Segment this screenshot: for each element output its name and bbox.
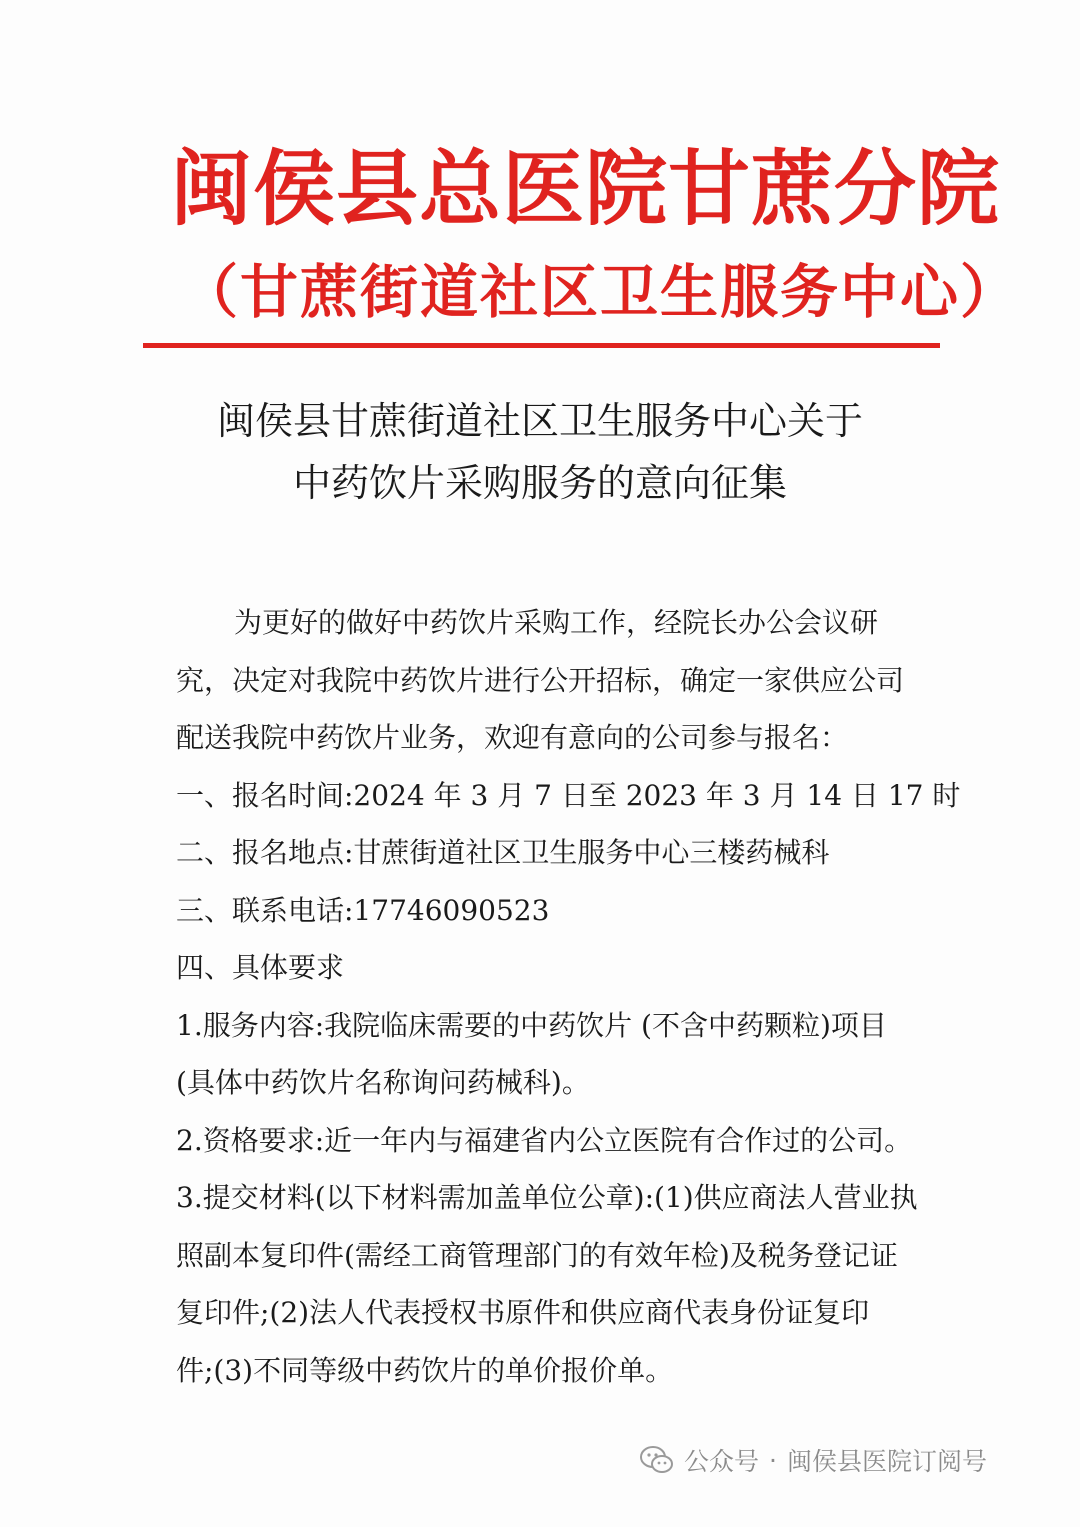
footer-label: 公众号 (684, 1447, 760, 1476)
body-line: 一、报名时间:2024 年 3 月 7 日至 2023 年 3 月 14 日 17 时 (176, 778, 961, 812)
letterhead-hospital-name: 闽侯县总医院甘蔗分院 (170, 142, 1001, 237)
body-line: 照副本复印件(需经工商管理部门的有效年检)及税务登记证 (176, 1238, 898, 1272)
document-title (140, 390, 940, 514)
title-line-1: 闽侯县甘蔗街道社区卫生服务中心关于 (216, 399, 863, 443)
body-line: (具体中药饮片名称询问药械科)。 (176, 1066, 590, 1099)
letterhead-center-name: （甘蔗街道社区卫生服务中心） (180, 258, 1021, 326)
body-line: 件;(3)不同等级中药饮片的单价报价单。 (176, 1353, 674, 1387)
body-line: 2.资格要求:近一年内与福建省内公立医院有合作过的公司。 (176, 1123, 913, 1157)
wechat-watermark (640, 1440, 987, 1480)
body-line: 复印件;(2)法人代表授权书原件和供应商代表身份证复印 (176, 1296, 870, 1329)
body-line: 二、报名地点:甘蔗街道社区卫生服务中心三楼药械科 (176, 836, 830, 869)
letterhead-divider (143, 343, 940, 348)
body-line: 3.提交材料(以下材料需加盖单位公章):(1)供应商法人营业执 (176, 1181, 918, 1214)
footer-separator: · (769, 1445, 777, 1475)
footer-account-name: 闽侯县医院订阅号 (786, 1447, 987, 1476)
body-line: 为更好的做好中药饮片采购工作，经院长办公会议研 (234, 606, 879, 639)
wechat-icon (640, 1445, 674, 1475)
body-line: 究，决定对我院中药饮片进行公开招标，确定一家供应公司 (176, 663, 905, 697)
body-line: 1.服务内容:我院临床需要的中药饮片 (不含中药颗粒)项目 (176, 1008, 887, 1042)
body-line: 三、联系电话:17746090523 (176, 893, 550, 927)
title-line-2: 中药饮片采购服务的意向征集 (292, 461, 787, 505)
body-line: 配送我院中药饮片业务，欢迎有意向的公司参与报名： (176, 721, 849, 754)
document-body (176, 594, 961, 1399)
body-line: 四、具体要求 (176, 951, 345, 984)
